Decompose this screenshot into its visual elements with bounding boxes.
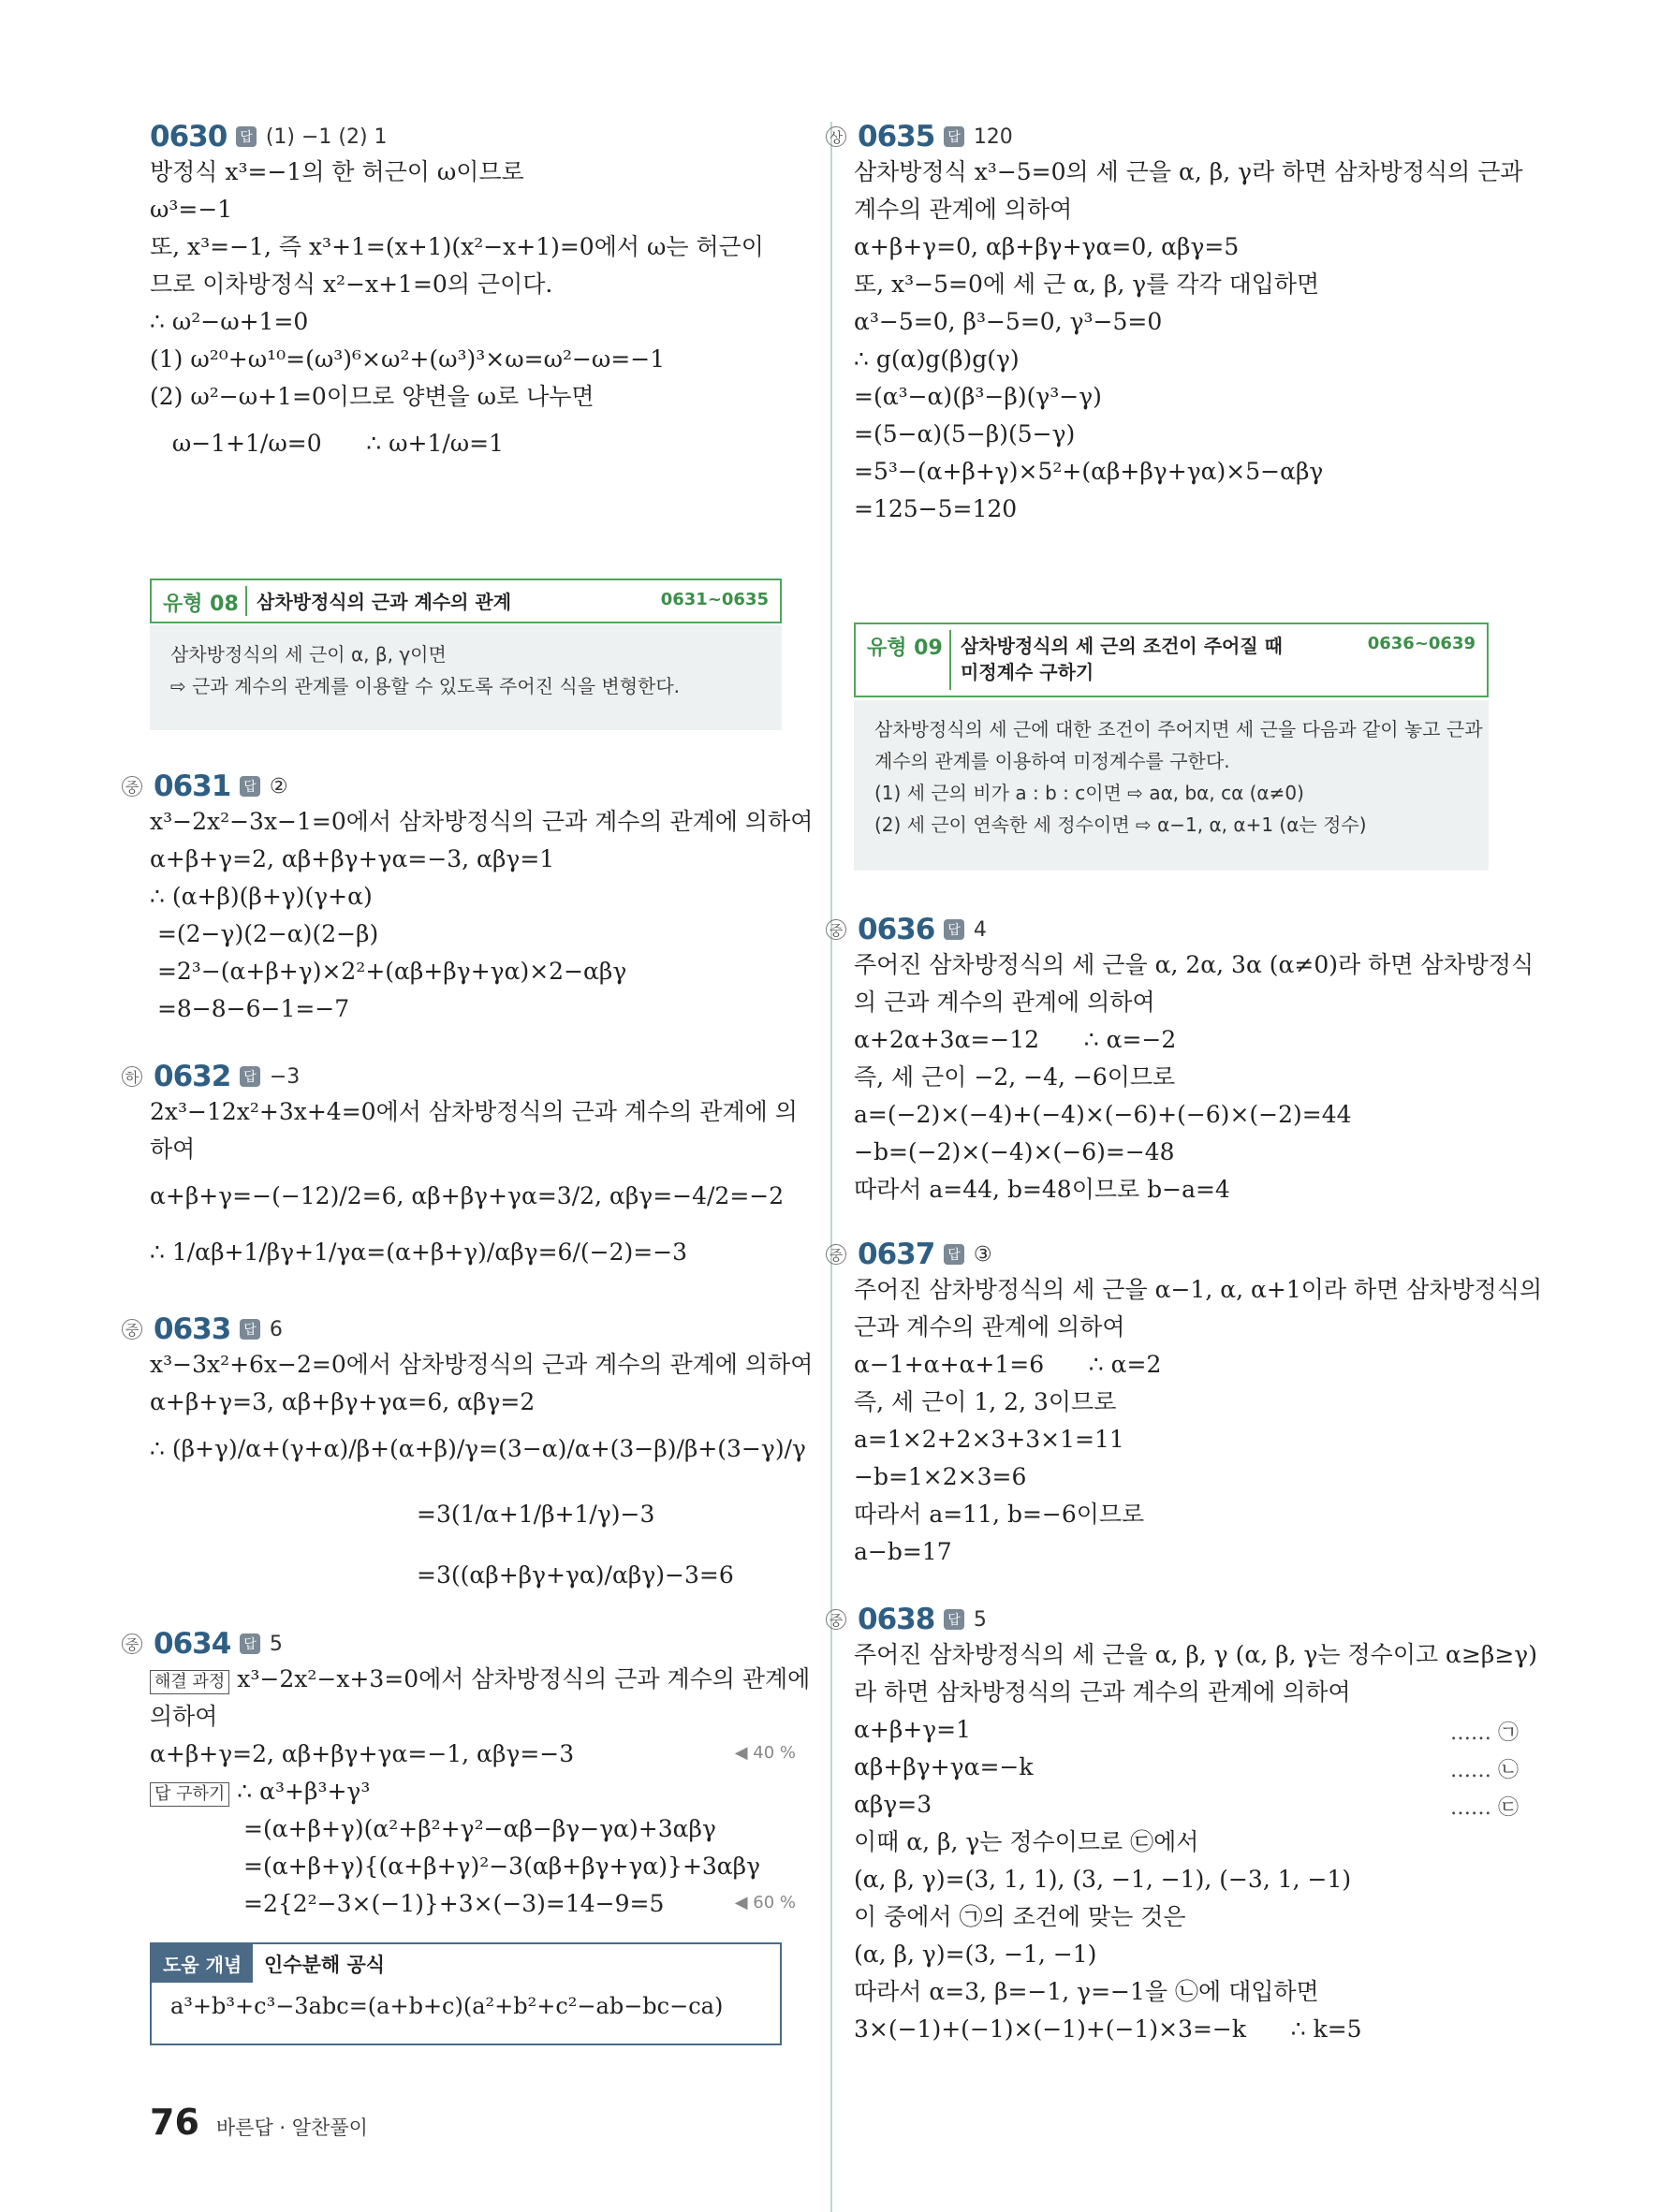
description-line: ⇨ 근과 계수의 관계를 이용할 수 있도록 주어진 식을 변형한다. [170, 675, 681, 697]
step-tag: 답 구하기 [150, 1782, 229, 1807]
type-subtitle: 미정계수 구하기 [961, 661, 1094, 683]
description-line: (2) 세 근이 연속한 세 정수이면 ⇨ α−1, α, α+1 (α는 정수) [874, 813, 1367, 836]
solution-line: =(2−γ)(2−α)(2−β) [150, 920, 379, 947]
difficulty-badge: 중 [826, 919, 846, 940]
problem-number: 0632 [154, 1060, 231, 1093]
solution-line: 따라서 a=11, b=−6이므로 [854, 1501, 1145, 1528]
solution-line: −b=(−2)×(−4)×(−6)=−48 [854, 1138, 1175, 1165]
column-divider [830, 122, 832, 2212]
help-concept-box [150, 1942, 782, 2045]
solution-line: =3(1/α+1/β+1/γ)−3 [417, 1501, 655, 1528]
problem-header [826, 913, 987, 946]
type-08-box [150, 579, 782, 623]
solution-line: αβγ=3 [854, 1791, 932, 1818]
solution-line: =(α+β+γ){(α+β+γ)²−3(αβ+βγ+γα)}+3αβγ [243, 1853, 761, 1880]
solution-line: (α, β, γ)=(3, −1, −1) [854, 1941, 1097, 1968]
problem-header [122, 1060, 300, 1093]
answer: 5 [973, 1607, 987, 1632]
solution-text: ∴ α³+β³+γ³ [237, 1778, 371, 1805]
book-title: 바른답 · 알찬풀이 [215, 2117, 368, 2139]
description-line: 삼차방정식의 세 근이 α, β, γ이면 [170, 643, 447, 666]
solution-line: 이 중에서 ㉠의 조건에 맞는 것은 [854, 1903, 1186, 1930]
solution-line: 즉, 세 근이 1, 2, 3이므로 [854, 1388, 1117, 1415]
answer: −3 [269, 1064, 301, 1089]
solution-line: x³−3x²+6x−2=0에서 삼차방정식의 근과 계수의 관계에 의하여 [150, 1351, 814, 1378]
problem-number: 0634 [154, 1627, 231, 1661]
difficulty-badge: 중 [122, 1319, 142, 1340]
type-range: 0636~0639 [1367, 634, 1475, 653]
problem-number: 0633 [154, 1312, 231, 1346]
solution-line: 므로 이차방정식 x²−x+1=0의 근이다. [150, 271, 553, 298]
answer-icon: 답 [240, 1066, 260, 1087]
difficulty-badge: 중 [826, 1244, 846, 1265]
solution-line: a=(−2)×(−4)+(−4)×(−6)+(−6)×(−2)=44 [854, 1101, 1352, 1128]
solution-line: (2) ω²−ω+1=0이므로 양변을 ω로 나누면 [150, 383, 595, 410]
solution-line: =8−8−6−1=−7 [150, 995, 350, 1022]
score-percent: ◀ 40 % [734, 1743, 796, 1763]
solution-line: =(α+β+γ)(α²+β²+γ²−αβ−βγ−γα)+3αβγ [243, 1815, 716, 1842]
solution-line: 의하여 [150, 1703, 218, 1730]
type-label: 유형 08 [163, 593, 239, 616]
description-line: (1) 세 근의 비가 a : b : c이면 ⇨ aα, bα, cα (α≠0) [874, 782, 1304, 804]
solution-line: α+β+γ=2, αβ+βγ+γα=−1, αβγ=−3 [150, 1740, 575, 1767]
solution-line: =(α³−α)(β³−β)(γ³−γ) [854, 383, 1102, 410]
problem-number: 0636 [858, 913, 935, 946]
page-number: 76 [150, 2102, 199, 2143]
solution-line: =3((αβ+βγ+γα)/αβγ)−3=6 [417, 1561, 734, 1589]
solution-line: (α, β, γ)=(3, 1, 1), (3, −1, −1), (−3, 1, −1) [854, 1866, 1352, 1893]
solution-line: 주어진 삼차방정식의 세 근을 α−1, α, α+1이라 하면 삼차방정식의 [854, 1276, 1543, 1303]
answer: 120 [973, 125, 1013, 149]
solution-line: 3×(−1)+(−1)×(−1)+(−1)×3=−k ∴ k=5 [854, 2015, 1362, 2043]
answer-icon: 답 [236, 126, 257, 147]
solution-line: =2³−(α+β+γ)×2²+(αβ+βγ+γα)×2−αβγ [150, 958, 627, 985]
answer-icon: 답 [240, 1633, 260, 1654]
solution-line: α+β+γ=0, αβ+βγ+γα=0, αβγ=5 [854, 233, 1240, 260]
difficulty-badge: 상 [826, 126, 846, 147]
equation-marker: …… ㉢ [1450, 1796, 1519, 1820]
difficulty-badge: 중 [826, 1609, 846, 1630]
problem-header [826, 1603, 987, 1636]
difficulty-badge: 중 [122, 776, 142, 797]
solution-line: 이때 α, β, γ는 정수이므로 ㉢에서 [854, 1828, 1199, 1855]
solution-line: αβ+βγ+γα=−k [854, 1753, 1034, 1780]
solution-line: 따라서 a=44, b=48이므로 b−a=4 [854, 1176, 1230, 1203]
answer: ③ [973, 1242, 992, 1267]
type-range: 0631~0635 [660, 590, 769, 609]
answer-icon: 답 [944, 126, 964, 147]
solution-line: =(5−α)(5−β)(5−γ) [854, 420, 1076, 447]
problem-number: 0637 [858, 1238, 935, 1271]
solution-line: ∴ ω²−ω+1=0 [150, 308, 309, 335]
problem-header [122, 769, 288, 803]
type-08-description [150, 625, 782, 730]
solution-line [150, 1664, 810, 1694]
solution-line: a=1×2+2×3+3×1=11 [854, 1426, 1124, 1453]
solution-line: α+2α+3α=−12 ∴ α=−2 [854, 1026, 1177, 1053]
answer: (1) −1 (2) 1 [265, 125, 388, 149]
answer-icon: 답 [944, 1244, 964, 1265]
note-heading: 도움 개념 [152, 1944, 253, 1983]
problem-number: 0638 [858, 1603, 935, 1636]
problem-header [150, 120, 388, 154]
solution-line: 또, x³=−1, 즉 x³+1=(x+1)(x²−x+1)=0에서 ω는 허근이 [150, 233, 764, 260]
solution-line: α+β+γ=2, αβ+βγ+γα=−3, αβγ=1 [150, 845, 555, 872]
solution-line: α+β+γ=1 [854, 1716, 972, 1743]
solution-line: 또, x³−5=0에 세 근 α, β, γ를 각각 대입하면 [854, 271, 1320, 298]
equation-marker: …… ㉡ [1450, 1759, 1519, 1782]
solution-line: α³−5=0, β³−5=0, γ³−5=0 [854, 308, 1163, 335]
type-label: 유형 09 [867, 637, 943, 660]
solution-line: α−1+α+α+1=6 ∴ α=2 [854, 1351, 1162, 1378]
solution-line: 주어진 삼차방정식의 세 근을 α, 2α, 3α (α≠0)라 하면 삼차방정식 [854, 951, 1534, 978]
solution-line: 주어진 삼차방정식의 세 근을 α, β, γ (α, β, γ는 정수이고 α≥β≥γ) [854, 1641, 1537, 1668]
solution-line: 삼차방정식 x³−5=0의 세 근을 α, β, γ라 하면 삼차방정식의 근과 [854, 158, 1523, 185]
problem-header [826, 120, 1013, 154]
solution-line: α+β+γ=3, αβ+βγ+γα=6, αβγ=2 [150, 1388, 536, 1415]
type-09-description [854, 700, 1489, 871]
solution-line: ω−1+1/ω=0 ∴ ω+1/ω=1 [150, 430, 505, 457]
problem-number: 0631 [154, 769, 231, 803]
answer-icon: 답 [240, 1319, 260, 1340]
problem-header [122, 1312, 283, 1346]
problem-header [826, 1238, 992, 1271]
solution-line: 따라서 α=3, β=−1, γ=−1을 ㉡에 대입하면 [854, 1978, 1319, 2005]
solution-line: 근과 계수의 관계에 의하여 [854, 1313, 1125, 1340]
step-tag: 해결 과정 [150, 1670, 229, 1694]
solution-line: 즉, 세 근이 −2, −4, −6이므로 [854, 1063, 1176, 1091]
answer: 5 [269, 1632, 283, 1656]
problem-number: 0630 [150, 120, 228, 154]
solution-line: (1) ω²⁰+ω¹⁰=(ω³)⁶×ω²+(ω³)³×ω=ω²−ω=−1 [150, 345, 666, 373]
solution-line: =5³−(α+β+γ)×5²+(αβ+βγ+γα)×5−αβγ [854, 458, 1324, 485]
solution-line: =125−5=120 [854, 495, 1018, 522]
solution-line: −b=1×2×3=6 [854, 1463, 1027, 1490]
answer-icon: 답 [944, 1609, 964, 1630]
solution-line: a−b=17 [854, 1538, 952, 1565]
difficulty-badge: 중 [122, 1633, 142, 1654]
page-footer [150, 2102, 368, 2143]
note-formula: a³+b³+c³−3abc=(a+b+c)(a²+b²+c²−ab−bc−ca) [170, 1993, 724, 2019]
solution-line: ∴ 1/αβ+1/βγ+1/γα=(α+β+γ)/αβγ=6/(−2)=−3 [150, 1238, 688, 1266]
solution-line [150, 1777, 370, 1807]
type-09-box [854, 623, 1489, 697]
description-line: 삼차방정식의 세 근에 대한 조건이 주어지면 세 근을 다음과 같이 놓고 근과 [874, 718, 1483, 740]
solution-line: 하여 [150, 1135, 196, 1163]
solution-text: x³−2x²−x+3=0에서 삼차방정식의 근과 계수의 관계에 [237, 1665, 811, 1692]
answer-icon: 답 [944, 919, 964, 940]
solution-line: 방정식 x³=−1의 한 허근이 ω이므로 [150, 158, 524, 185]
solution-line: ∴ g(α)g(β)g(γ) [854, 345, 1020, 373]
solution-line: x³−2x²−3x−1=0에서 삼차방정식의 근과 계수의 관계에 의하여 [150, 808, 814, 835]
answer-icon: 답 [240, 776, 260, 797]
equation-marker: …… ㉠ [1450, 1721, 1519, 1745]
solution-line: 라 하면 삼차방정식의 근과 계수의 관계에 의하여 [854, 1678, 1351, 1706]
solution-line: α+β+γ=−(−12)/2=6, αβ+βγ+γα=3/2, αβγ=−4/2=−2 [150, 1182, 785, 1209]
description-line: 계수의 관계를 이용하여 미정계수를 구한다. [874, 750, 1230, 772]
answer: 4 [973, 917, 987, 942]
solution-line: ∴ (β+γ)/α+(γ+α)/β+(α+β)/γ=(3−α)/α+(3−β)/β+(3−γ)/γ [150, 1435, 806, 1462]
type-title: 삼차방정식의 세 근의 조건이 주어질 때 [961, 635, 1283, 657]
solution-line: 계수의 관계에 의하여 [854, 196, 1073, 223]
problem-number: 0635 [858, 120, 935, 154]
note-title: 인수분해 공식 [264, 1954, 386, 1976]
score-percent: ◀ 60 % [734, 1893, 796, 1912]
solution-line: ω³=−1 [150, 196, 233, 223]
type-title: 삼차방정식의 근과 계수의 관계 [257, 591, 512, 613]
difficulty-badge: 하 [122, 1066, 142, 1087]
solution-line: 의 근과 계수의 관계에 의하여 [854, 989, 1155, 1016]
solution-line: 2x³−12x²+3x+4=0에서 삼차방정식의 근과 계수의 관계에 의 [150, 1098, 798, 1125]
solution-line: =2{2²−3×(−1)}+3×(−3)=14−9=5 [243, 1890, 665, 1917]
problem-header [122, 1627, 283, 1661]
answer: 6 [269, 1317, 283, 1341]
answer: ② [269, 774, 288, 798]
solution-line: ∴ (α+β)(β+γ)(γ+α) [150, 883, 373, 910]
